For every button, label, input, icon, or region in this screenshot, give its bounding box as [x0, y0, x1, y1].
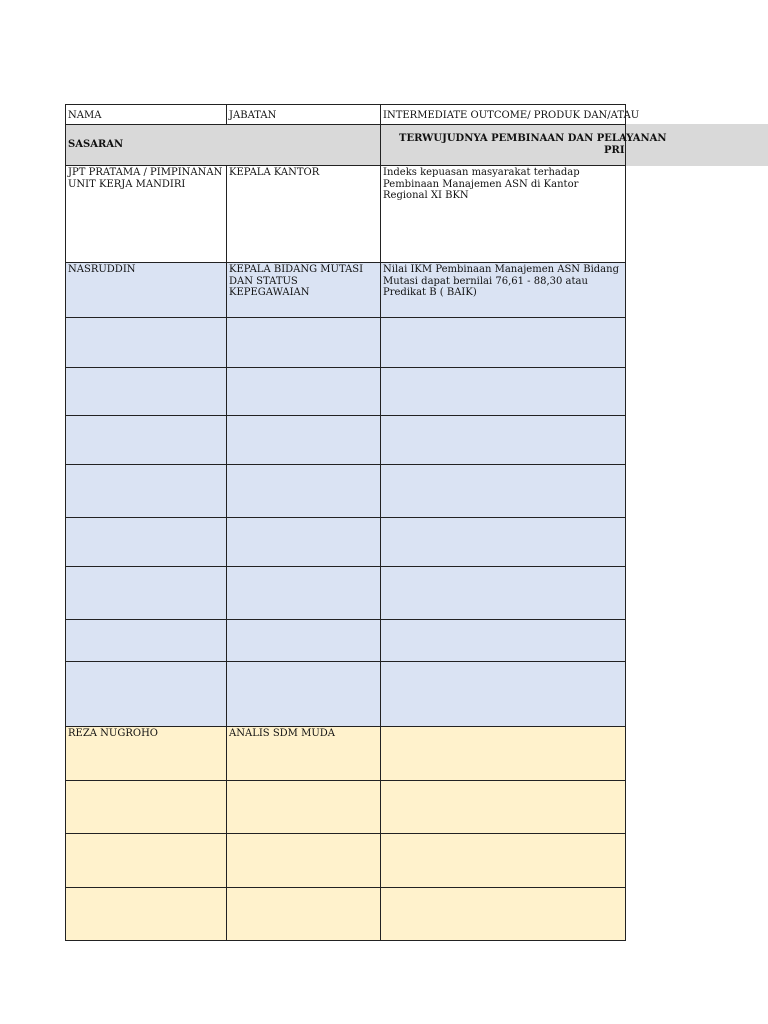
blue-row-2-col-3[interactable]	[380, 367, 626, 416]
row-2-jabatan[interactable]: KEPALA BIDANG MUTASI DAN STATUS KEPEGAWAIAN	[226, 262, 381, 318]
blue-row-7-col-2[interactable]	[226, 619, 381, 662]
sasaran-label[interactable]: SASARAN	[65, 124, 381, 166]
row-1-nama[interactable]: JPT PRATAMA / PIMPINANAN UNIT KERJA MANDIRI	[65, 165, 227, 263]
yellow-row-2-col-2[interactable]	[226, 833, 381, 888]
yellow-row-1-col-3[interactable]	[380, 780, 626, 834]
blue-row-1-col-1[interactable]	[65, 317, 227, 368]
blue-row-8-col-3[interactable]	[380, 661, 626, 727]
blue-row-5-col-3[interactable]	[380, 517, 626, 567]
sasaran-overflow-band	[625, 124, 768, 166]
blue-row-7-col-1[interactable]	[65, 619, 227, 662]
blue-row-7-col-3[interactable]	[380, 619, 626, 662]
blue-row-3-col-3[interactable]	[380, 415, 626, 465]
header-outcome[interactable]: INTERMEDIATE OUTCOME/ PRODUK DAN/ATAU	[380, 104, 626, 125]
blue-row-2-col-2[interactable]	[226, 367, 381, 416]
sasaran-text-line2: PRI	[604, 144, 625, 156]
yellow-row-3-col-3[interactable]	[380, 887, 626, 941]
blue-row-3-col-2[interactable]	[226, 415, 381, 465]
blue-row-1-col-3[interactable]	[380, 317, 626, 368]
row-1-outcome[interactable]: Indeks kepuasan masyarakat terhadap Pembinaan Manajemen ASN di Kantor Regional XI BKN	[380, 165, 626, 263]
blue-row-6-col-3[interactable]	[380, 566, 626, 620]
sasaran-text-line1: TERWUJUDNYA PEMBINAAN DAN PELAYANAN	[399, 133, 667, 144]
yellow-row-2-col-1[interactable]	[65, 833, 227, 888]
blue-row-4-col-1[interactable]	[65, 464, 227, 518]
blue-row-1-col-2[interactable]	[226, 317, 381, 368]
blue-row-8-col-2[interactable]	[226, 661, 381, 727]
yellow-row-3-col-2[interactable]	[226, 887, 381, 941]
yellow-row-1-col-1[interactable]	[65, 780, 227, 834]
yellow-row-2-col-3[interactable]	[380, 833, 626, 888]
blue-row-5-col-2[interactable]	[226, 517, 381, 567]
row-2-outcome[interactable]: Nilai IKM Pembinaan Manajemen ASN Bidang Mutasi dapat bernilai 76,61 - 88,30 atau Predikat B ( BAIK)	[380, 262, 626, 318]
row-3-jabatan[interactable]: ANALIS SDM MUDA	[226, 726, 381, 781]
blue-row-8-col-1[interactable]	[65, 661, 227, 727]
blue-row-5-col-1[interactable]	[65, 517, 227, 567]
blue-row-4-col-3[interactable]	[380, 464, 626, 518]
blue-row-6-col-1[interactable]	[65, 566, 227, 620]
blue-row-4-col-2[interactable]	[226, 464, 381, 518]
blue-row-3-col-1[interactable]	[65, 415, 227, 465]
row-3-outcome[interactable]	[380, 726, 626, 781]
row-3-nama[interactable]: REZA NUGROHO	[65, 726, 227, 781]
sasaran-text[interactable]	[380, 124, 667, 166]
header-nama[interactable]: NAMA	[65, 104, 227, 125]
header-jabatan[interactable]: JABATAN	[226, 104, 381, 125]
yellow-row-3-col-1[interactable]	[65, 887, 227, 941]
blue-row-6-col-2[interactable]	[226, 566, 381, 620]
row-1-jabatan[interactable]: KEPALA KANTOR	[226, 165, 381, 263]
blue-row-2-col-1[interactable]	[65, 367, 227, 416]
row-2-nama[interactable]: NASRUDDIN	[65, 262, 227, 318]
yellow-row-1-col-2[interactable]	[226, 780, 381, 834]
